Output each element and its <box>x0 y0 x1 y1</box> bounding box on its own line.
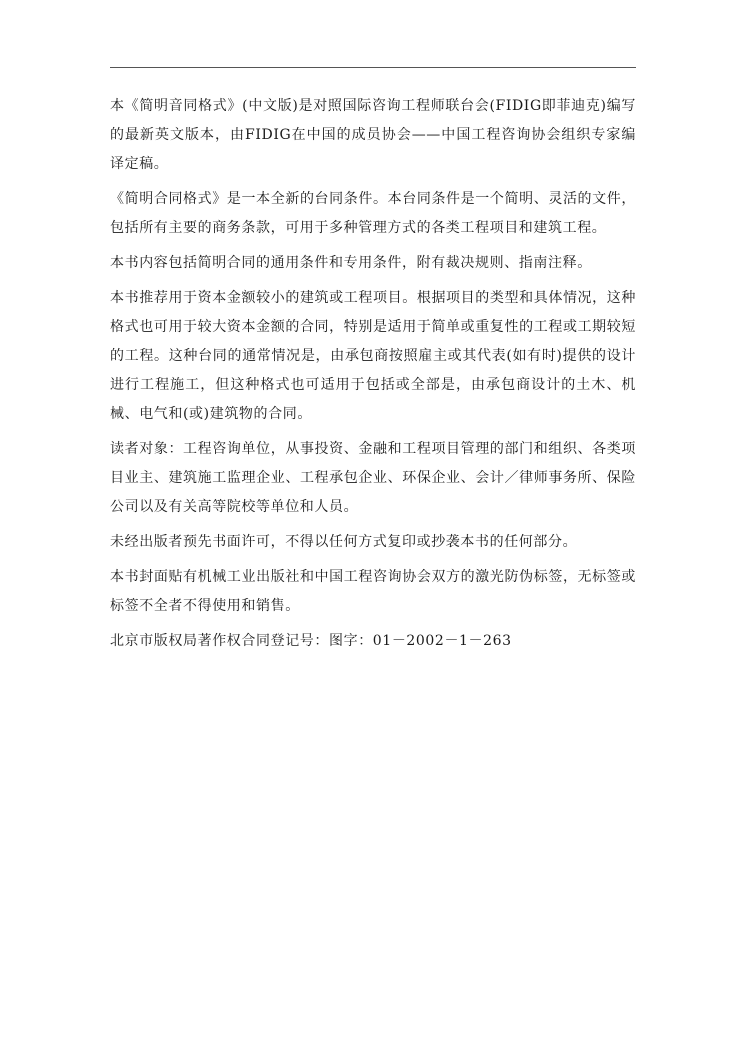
header-rule <box>110 67 636 68</box>
paragraph-copyright-notice: 未经出版者预先书面许可，不得以任何方式复印或抄袭本书的任何部分。 <box>110 534 578 550</box>
paragraph-intro: 本《简明音同格式》(中文版)是对照国际咨询工程师联台会(FIDIG即菲迪克)编写的最新英文版本，由FIDIG在中国的成员协会——中国工程咨询协会组织专家编译定稿。 <box>110 98 636 172</box>
paragraph-recommendation: 本书推荐用于资本金额较小的建筑或工程项目。根据项目的类型和具体情况，这种格式也可用于较大资本金额的合同，特别是适用于简单或重复性的工程或工期较短的工程。这种台同的通常情况是，由承包商按照雇主或其代表(如有时)提供的设计进行工程施工，但这种格式也可适用于包括或全部是，由承包商设计的土木、机械、电气和(或)建筑物的合同。 <box>110 290 636 422</box>
paragraph-contents: 本书内容包括简明合同的通用条件和专用条件，附有裁决规则、指南注释。 <box>110 255 592 271</box>
paragraph-registration-number: 北京市版权局著作权合同登记号：图字：01－2002－1－263 <box>110 633 512 649</box>
paragraph-anti-counterfeit: 本书封面贴有机械工业出版社和中国工程咨询协会双方的激光防伪标签，无标签或标签不全者不得使用和销售。 <box>110 569 636 614</box>
document-body <box>110 92 636 662</box>
paragraph-description: 《简明合同格式》是一本全新的台同条件。本台同条件是一个简明、灵活的文件，包括所有主要的商务条款，可用于多种管理方式的各类工程项目和建筑工程。 <box>110 191 636 236</box>
paragraph-audience: 读者对象：工程咨询单位，从事投资、金融和工程项目管理的部门和组织、各类项目业主、建筑施工监理企业、工程承包企业、环保企业、会计／律师事务所、保险公司以及有关高等院校等单位和人员。 <box>110 441 636 515</box>
